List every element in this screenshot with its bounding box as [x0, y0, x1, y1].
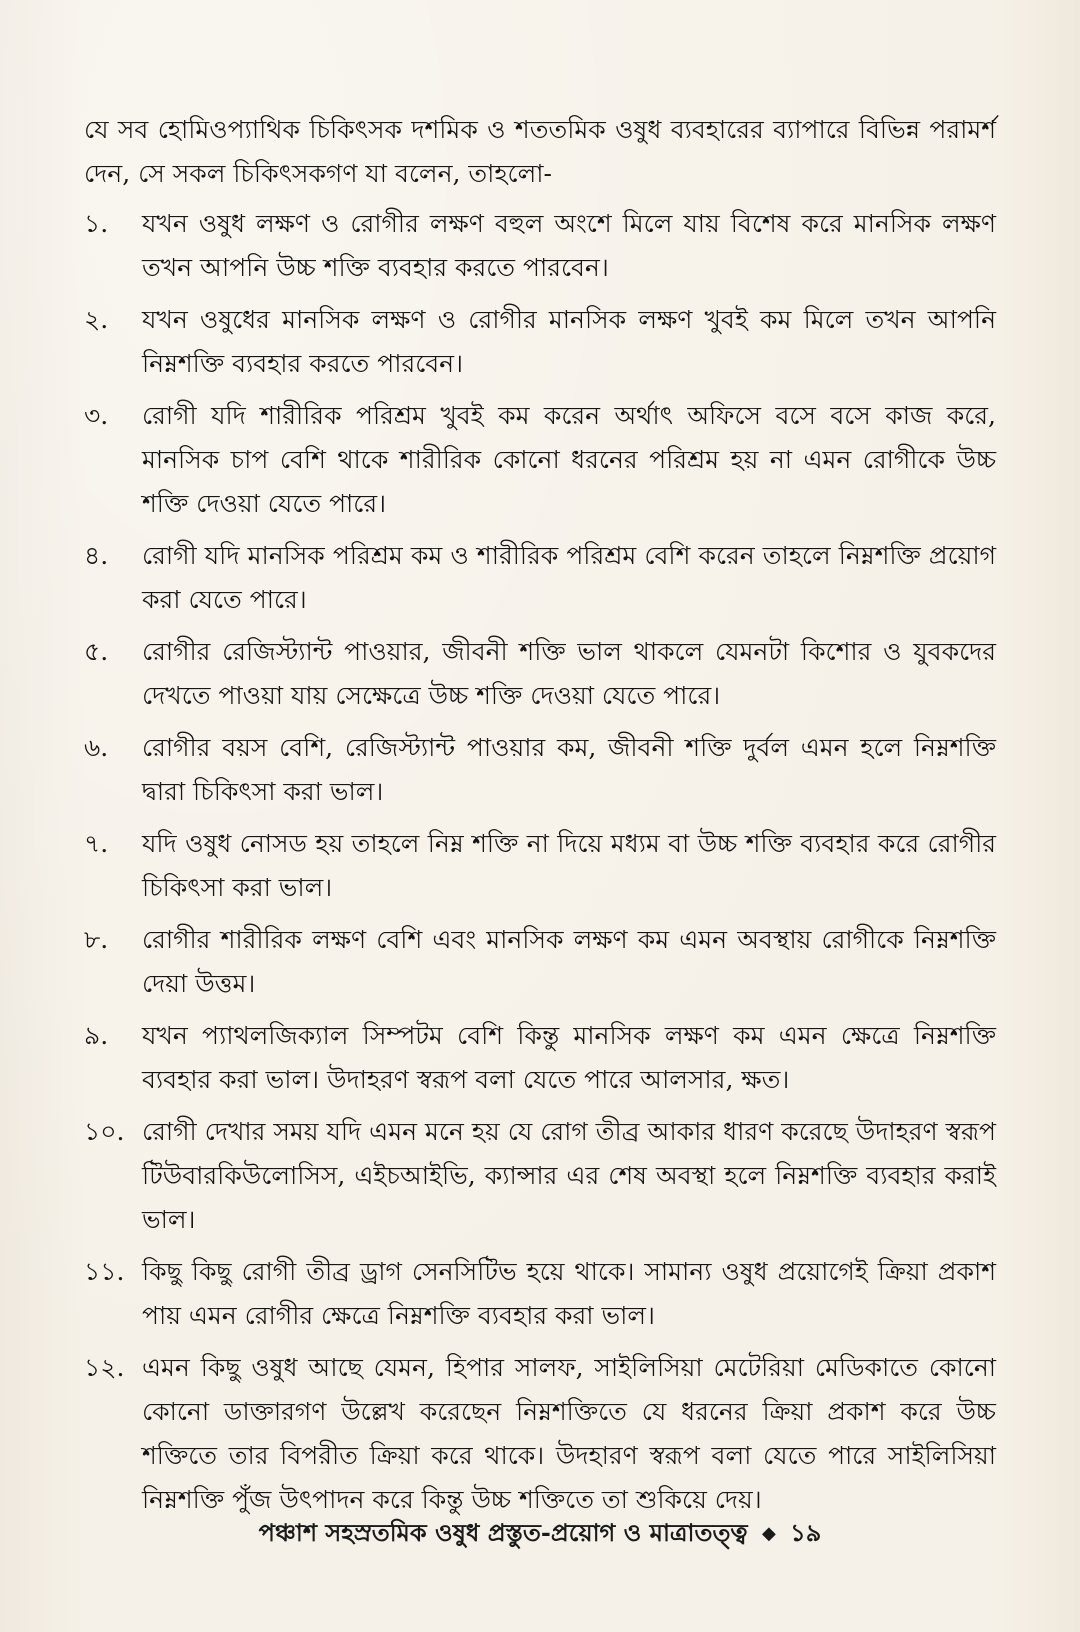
list-item: [84, 298, 996, 386]
list-item-text: রোগীর বয়স বেশি, রেজিস্ট্যান্ট পাওয়ার কম, জীবনী শক্তি দুর্বল এমন হলে নিম্নশক্তি দ্বারা চিকিৎসা করা ভাল।: [142, 733, 996, 806]
list-item-text: যদি ওষুধ নোসড হয় তাহলে নিম্ন শক্তি না দিয়ে মধ্যম বা উচ্চ শক্তি ব্যবহার করে রোগীর চিকিৎসা করা ভাল।: [142, 829, 996, 902]
diamond-separator-icon: ◆: [761, 1523, 776, 1544]
list-item-number: ৯.: [84, 1021, 109, 1050]
intro-paragraph: যে সব হোমিওপ্যাথিক চিকিৎসক দশমিক ও শততমিক ওষুধ ব্যবহারের ব্যাপারে বিভিন্ন পরামর্শ দেন, সে সকল চিকিৎসকগণ যা বলেন, তাহলো-: [84, 115, 996, 188]
list-item-number: ৬.: [84, 733, 109, 762]
list-item-text: যখন প্যাথলজিক্যাল সিম্পটম বেশি কিন্তু মানসিক লক্ষণ কম এমন ক্ষেত্রে নিম্নশক্তি ব্যবহার করা ভাল। উদাহরণ স্বরূপ বলা যেতে পারে আলসার, ক্ষত।: [142, 1021, 996, 1094]
list-item-text: কিছু কিছু রোগী তীব্র ড্রাগ সেনসিটিভ হয়ে থাকে। সামান্য ওষুধ প্রয়োগেই ক্রিয়া প্রকাশ পায় এমন রোগীর ক্ষেত্রে নিম্নশক্তি ব্যবহার করা ভাল।: [142, 1257, 996, 1330]
list-item: [84, 822, 996, 910]
list-item: [84, 1346, 996, 1522]
list-item-text: রোগীর শারীরিক লক্ষণ বেশি এবং মানসিক লক্ষণ কম এমন অবস্থায় রোগীকে নিম্নশক্তি দেয়া উত্তম।: [142, 925, 996, 998]
numbered-list: [84, 202, 996, 1522]
list-item-number: ১০.: [84, 1117, 125, 1146]
list-item: [84, 918, 996, 1006]
running-title: পঞ্চাশ সহস্রতমিক ওষুধ প্রস্তুত-প্রয়োগ ও মাত্রাতত্ত্ব: [258, 1518, 748, 1547]
list-item-text: রোগী দেখার সময় যদি এমন মনে হয় যে রোগ তীব্র আকার ধারণ করেছে উদাহরণ স্বরূপ টিউবারকিউলোসিস, এইচআইভি, ক্যান্সার এর শেষ অবস্থা হলে নিম্নশক্তি ব্যবহার করাই ভাল।: [142, 1117, 996, 1234]
list-item-text: এমন কিছু ওষুধ আছে যেমন, হিপার সালফ, সাইলিসিয়া মেটেরিয়া মেডিকাতে কোনো কোনো ডাক্তারগণ উল্লেখ করেছেন নিম্নশক্তিতে যে ধরনের ক্রিয়া প্রকাশ করে উচ্চ শক্তিতে তার বিপরীত ক্রিয়া করে থাকে। উদহারণ স্বরূপ বলা যেতে পারে সাইলিসিয়া নিম্নশক্তি পুঁজ উৎপাদন করে কিন্তু উচ্চ শক্তিতে তা শুকিয়ে দেয়।: [142, 1353, 996, 1514]
page-footer: [0, 1516, 1080, 1551]
list-item: [84, 534, 996, 622]
list-item: [84, 726, 996, 814]
list-item-text: রোগী যদি শারীরিক পরিশ্রম খুবই কম করেন অর্থাৎ অফিসে বসে বসে কাজ করে, মানসিক চাপ বেশি থাকে শারীরিক কোনো ধরনের পরিশ্রম হয় না এমন রোগীকে উচ্চ শক্তি দেওয়া যেতে পারে।: [142, 401, 996, 518]
list-item: [84, 1110, 996, 1242]
list-item-text: যখন ওষুধ লক্ষণ ও রোগীর লক্ষণ বহুল অংশে মিলে যায় বিশেষ করে মানসিক লক্ষণ তখন আপনি উচ্চ শক্তি ব্যবহার করতে পারবেন।: [142, 209, 996, 282]
list-item: [84, 630, 996, 718]
page-number: ১৯: [790, 1518, 822, 1547]
main-text: [84, 108, 996, 1530]
list-item-text: রোগী যদি মানসিক পরিশ্রম কম ও শারীরিক পরিশ্রম বেশি করেন তাহলে নিম্নশক্তি প্রয়োগ করা যেতে পারে।: [142, 541, 996, 614]
list-item: [84, 394, 996, 526]
list-item-number: ৭.: [84, 829, 109, 858]
list-item-text: রোগীর রেজিস্ট্যান্ট পাওয়ার, জীবনী শক্তি ভাল থাকলে যেমনটা কিশোর ও যুবকদের দেখতে পাওয়া যায় সেক্ষেত্রে উচ্চ শক্তি দেওয়া যেতে পারে।: [142, 637, 996, 710]
list-item-number: ১১.: [84, 1257, 125, 1286]
list-item-number: ৩.: [84, 401, 109, 430]
list-item-number: ৪.: [84, 541, 109, 570]
list-item: [84, 1250, 996, 1338]
list-item: [84, 202, 996, 290]
list-item: [84, 1014, 996, 1102]
list-item-number: ৮.: [84, 925, 109, 954]
list-item-number: ৫.: [84, 637, 109, 666]
list-item-number: ১২.: [84, 1353, 125, 1382]
list-item-number: ১.: [84, 209, 109, 238]
list-item-number: ২.: [84, 305, 109, 334]
list-item-text: যখন ওষুধের মানসিক লক্ষণ ও রোগীর মানসিক লক্ষণ খুবই কম মিলে তখন আপনি নিম্নশক্তি ব্যবহার করতে পারবেন।: [142, 305, 996, 378]
